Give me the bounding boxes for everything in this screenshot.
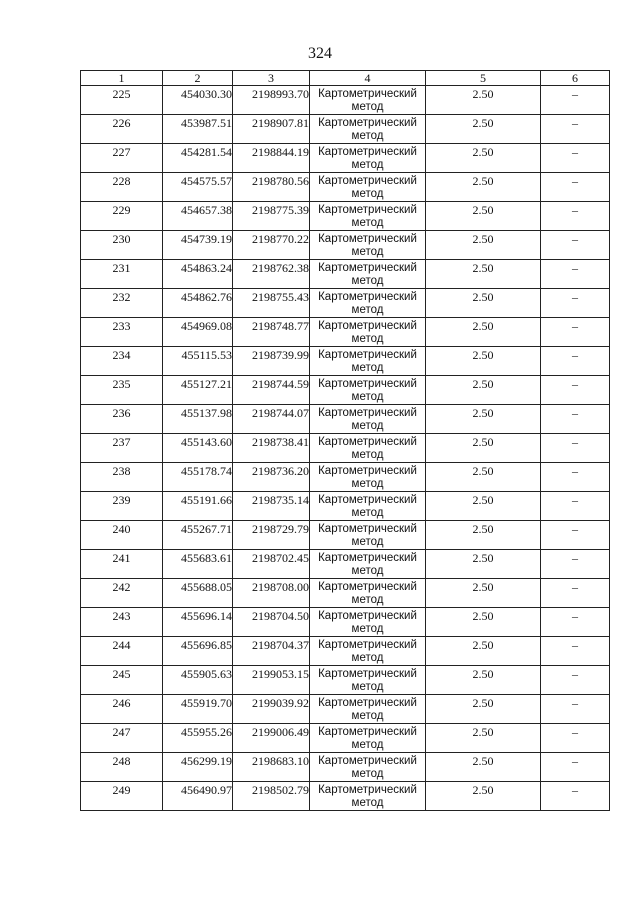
method-cell: Картометрический метод (310, 666, 426, 695)
coordinate-y-cell: 2198736.20 (233, 463, 310, 492)
table-row (81, 289, 610, 318)
coordinate-x-cell: 455137.98 (163, 405, 233, 434)
point-number-cell: 246 (81, 695, 163, 724)
point-number-cell: 242 (81, 579, 163, 608)
accuracy-cell: 2.50 (426, 347, 541, 376)
note-cell: – (541, 434, 610, 463)
note-cell: – (541, 318, 610, 347)
table-row (81, 376, 610, 405)
table-row (81, 608, 610, 637)
coordinate-y-cell: 2198735.14 (233, 492, 310, 521)
point-number-cell: 228 (81, 173, 163, 202)
table-row (81, 782, 610, 811)
accuracy-cell: 2.50 (426, 260, 541, 289)
point-number-cell: 230 (81, 231, 163, 260)
accuracy-cell: 2.50 (426, 231, 541, 260)
table-row (81, 202, 610, 231)
method-cell: Картометрический метод (310, 144, 426, 173)
table-row (81, 318, 610, 347)
note-cell: – (541, 724, 610, 753)
coordinate-x-cell: 455683.61 (163, 550, 233, 579)
method-cell: Картометрический метод (310, 289, 426, 318)
header-col-3: 3 (233, 71, 310, 86)
method-cell: Картометрический метод (310, 260, 426, 289)
coordinate-x-cell: 455688.05 (163, 579, 233, 608)
coordinate-x-cell: 454739.19 (163, 231, 233, 260)
accuracy-cell: 2.50 (426, 492, 541, 521)
method-cell: Картометрический метод (310, 753, 426, 782)
coordinate-x-cell: 455191.66 (163, 492, 233, 521)
note-cell: – (541, 550, 610, 579)
note-cell: – (541, 637, 610, 666)
accuracy-cell: 2.50 (426, 318, 541, 347)
coordinate-x-cell: 456299.19 (163, 753, 233, 782)
point-number-cell: 235 (81, 376, 163, 405)
coordinate-y-cell: 2198744.07 (233, 405, 310, 434)
table-row (81, 753, 610, 782)
accuracy-cell: 2.50 (426, 405, 541, 434)
table-row (81, 347, 610, 376)
coordinate-y-cell: 2198762.38 (233, 260, 310, 289)
coordinate-y-cell: 2198704.50 (233, 608, 310, 637)
table-row (81, 115, 610, 144)
note-cell: – (541, 463, 610, 492)
note-cell: – (541, 405, 610, 434)
note-cell: – (541, 782, 610, 811)
method-cell: Картометрический метод (310, 405, 426, 434)
coordinate-y-cell: 2198844.19 (233, 144, 310, 173)
note-cell: – (541, 376, 610, 405)
coordinate-x-cell: 454030.30 (163, 86, 233, 115)
header-col-1: 1 (81, 71, 163, 86)
table-row (81, 144, 610, 173)
accuracy-cell: 2.50 (426, 173, 541, 202)
coordinate-y-cell: 2198780.56 (233, 173, 310, 202)
coordinate-x-cell: 455905.63 (163, 666, 233, 695)
header-col-6: 6 (541, 71, 610, 86)
note-cell: – (541, 144, 610, 173)
accuracy-cell: 2.50 (426, 550, 541, 579)
point-number-cell: 225 (81, 86, 163, 115)
accuracy-cell: 2.50 (426, 695, 541, 724)
method-cell: Картометрический метод (310, 347, 426, 376)
point-number-cell: 247 (81, 724, 163, 753)
method-cell: Картометрический метод (310, 724, 426, 753)
accuracy-cell: 2.50 (426, 202, 541, 231)
coordinate-x-cell: 453987.51 (163, 115, 233, 144)
table-row (81, 405, 610, 434)
method-cell: Картометрический метод (310, 231, 426, 260)
accuracy-cell: 2.50 (426, 115, 541, 144)
accuracy-cell: 2.50 (426, 637, 541, 666)
note-cell: – (541, 695, 610, 724)
table-row (81, 86, 610, 115)
point-number-cell: 226 (81, 115, 163, 144)
coordinate-y-cell: 2198744.59 (233, 376, 310, 405)
point-number-cell: 233 (81, 318, 163, 347)
table-row (81, 260, 610, 289)
accuracy-cell: 2.50 (426, 521, 541, 550)
method-cell: Картометрический метод (310, 434, 426, 463)
table-row (81, 173, 610, 202)
note-cell: – (541, 260, 610, 289)
accuracy-cell: 2.50 (426, 144, 541, 173)
coordinate-y-cell: 2198770.22 (233, 231, 310, 260)
method-cell: Картометрический метод (310, 695, 426, 724)
note-cell: – (541, 608, 610, 637)
point-number-cell: 249 (81, 782, 163, 811)
method-cell: Картометрический метод (310, 318, 426, 347)
note-cell: – (541, 231, 610, 260)
note-cell: – (541, 347, 610, 376)
method-cell: Картометрический метод (310, 202, 426, 231)
method-cell: Картометрический метод (310, 463, 426, 492)
point-number-cell: 240 (81, 521, 163, 550)
table-row (81, 579, 610, 608)
table-row (81, 434, 610, 463)
coordinate-y-cell: 2198748.77 (233, 318, 310, 347)
method-cell: Картометрический метод (310, 521, 426, 550)
method-cell: Картометрический метод (310, 115, 426, 144)
point-number-cell: 243 (81, 608, 163, 637)
method-cell: Картометрический метод (310, 550, 426, 579)
coordinate-y-cell: 2198775.39 (233, 202, 310, 231)
table-row (81, 463, 610, 492)
note-cell: – (541, 115, 610, 144)
point-number-cell: 236 (81, 405, 163, 434)
point-number-cell: 232 (81, 289, 163, 318)
accuracy-cell: 2.50 (426, 463, 541, 492)
coordinate-x-cell: 455115.53 (163, 347, 233, 376)
point-number-cell: 248 (81, 753, 163, 782)
coordinate-x-cell: 455178.74 (163, 463, 233, 492)
method-cell: Картометрический метод (310, 376, 426, 405)
method-cell: Картометрический метод (310, 173, 426, 202)
coordinate-y-cell: 2198708.00 (233, 579, 310, 608)
coordinate-y-cell: 2199039.92 (233, 695, 310, 724)
coordinate-y-cell: 2198755.43 (233, 289, 310, 318)
coordinate-x-cell: 454863.24 (163, 260, 233, 289)
method-cell: Картометрический метод (310, 637, 426, 666)
accuracy-cell: 2.50 (426, 289, 541, 318)
note-cell: – (541, 753, 610, 782)
point-number-cell: 239 (81, 492, 163, 521)
coordinate-y-cell: 2199006.49 (233, 724, 310, 753)
coordinate-x-cell: 455127.21 (163, 376, 233, 405)
note-cell: – (541, 86, 610, 115)
note-cell: – (541, 202, 610, 231)
accuracy-cell: 2.50 (426, 724, 541, 753)
header-col-4: 4 (310, 71, 426, 86)
coordinate-y-cell: 2198683.10 (233, 753, 310, 782)
table-row (81, 637, 610, 666)
coordinate-x-cell: 454862.76 (163, 289, 233, 318)
point-number-cell: 234 (81, 347, 163, 376)
coordinate-x-cell: 455919.70 (163, 695, 233, 724)
note-cell: – (541, 666, 610, 695)
table-row (81, 695, 610, 724)
coordinates-table (80, 70, 610, 811)
coordinate-y-cell: 2198739.99 (233, 347, 310, 376)
note-cell: – (541, 579, 610, 608)
coordinate-x-cell: 454657.38 (163, 202, 233, 231)
table-row (81, 231, 610, 260)
point-number-cell: 245 (81, 666, 163, 695)
accuracy-cell: 2.50 (426, 579, 541, 608)
coordinate-y-cell: 2198704.37 (233, 637, 310, 666)
table-row (81, 550, 610, 579)
point-number-cell: 244 (81, 637, 163, 666)
coordinate-y-cell: 2198729.79 (233, 521, 310, 550)
method-cell: Картометрический метод (310, 86, 426, 115)
table-row (81, 492, 610, 521)
page-number: 324 (308, 45, 332, 62)
coordinate-y-cell: 2198702.45 (233, 550, 310, 579)
coordinate-x-cell: 454969.08 (163, 318, 233, 347)
accuracy-cell: 2.50 (426, 666, 541, 695)
coordinate-x-cell: 455696.85 (163, 637, 233, 666)
table-row (81, 666, 610, 695)
point-number-cell: 238 (81, 463, 163, 492)
coordinate-x-cell: 455955.26 (163, 724, 233, 753)
method-cell: Картометрический метод (310, 782, 426, 811)
coordinate-y-cell: 2198738.41 (233, 434, 310, 463)
note-cell: – (541, 492, 610, 521)
coordinate-y-cell: 2198502.79 (233, 782, 310, 811)
coordinate-y-cell: 2199053.15 (233, 666, 310, 695)
coordinate-x-cell: 456490.97 (163, 782, 233, 811)
point-number-cell: 241 (81, 550, 163, 579)
accuracy-cell: 2.50 (426, 753, 541, 782)
accuracy-cell: 2.50 (426, 86, 541, 115)
coordinate-x-cell: 454575.57 (163, 173, 233, 202)
header-col-2: 2 (163, 71, 233, 86)
point-number-cell: 229 (81, 202, 163, 231)
coordinate-y-cell: 2198907.81 (233, 115, 310, 144)
point-number-cell: 231 (81, 260, 163, 289)
accuracy-cell: 2.50 (426, 608, 541, 637)
note-cell: – (541, 289, 610, 318)
note-cell: – (541, 521, 610, 550)
coordinate-x-cell: 454281.54 (163, 144, 233, 173)
method-cell: Картометрический метод (310, 579, 426, 608)
coordinate-x-cell: 455267.71 (163, 521, 233, 550)
method-cell: Картометрический метод (310, 492, 426, 521)
table-row (81, 521, 610, 550)
table-row (81, 724, 610, 753)
table-body (81, 86, 610, 811)
point-number-cell: 237 (81, 434, 163, 463)
accuracy-cell: 2.50 (426, 376, 541, 405)
method-cell: Картометрический метод (310, 608, 426, 637)
accuracy-cell: 2.50 (426, 434, 541, 463)
point-number-cell: 227 (81, 144, 163, 173)
coordinate-x-cell: 455696.14 (163, 608, 233, 637)
coordinate-x-cell: 455143.60 (163, 434, 233, 463)
coordinate-y-cell: 2198993.70 (233, 86, 310, 115)
header-col-5: 5 (426, 71, 541, 86)
note-cell: – (541, 173, 610, 202)
accuracy-cell: 2.50 (426, 782, 541, 811)
header-row (81, 71, 610, 86)
